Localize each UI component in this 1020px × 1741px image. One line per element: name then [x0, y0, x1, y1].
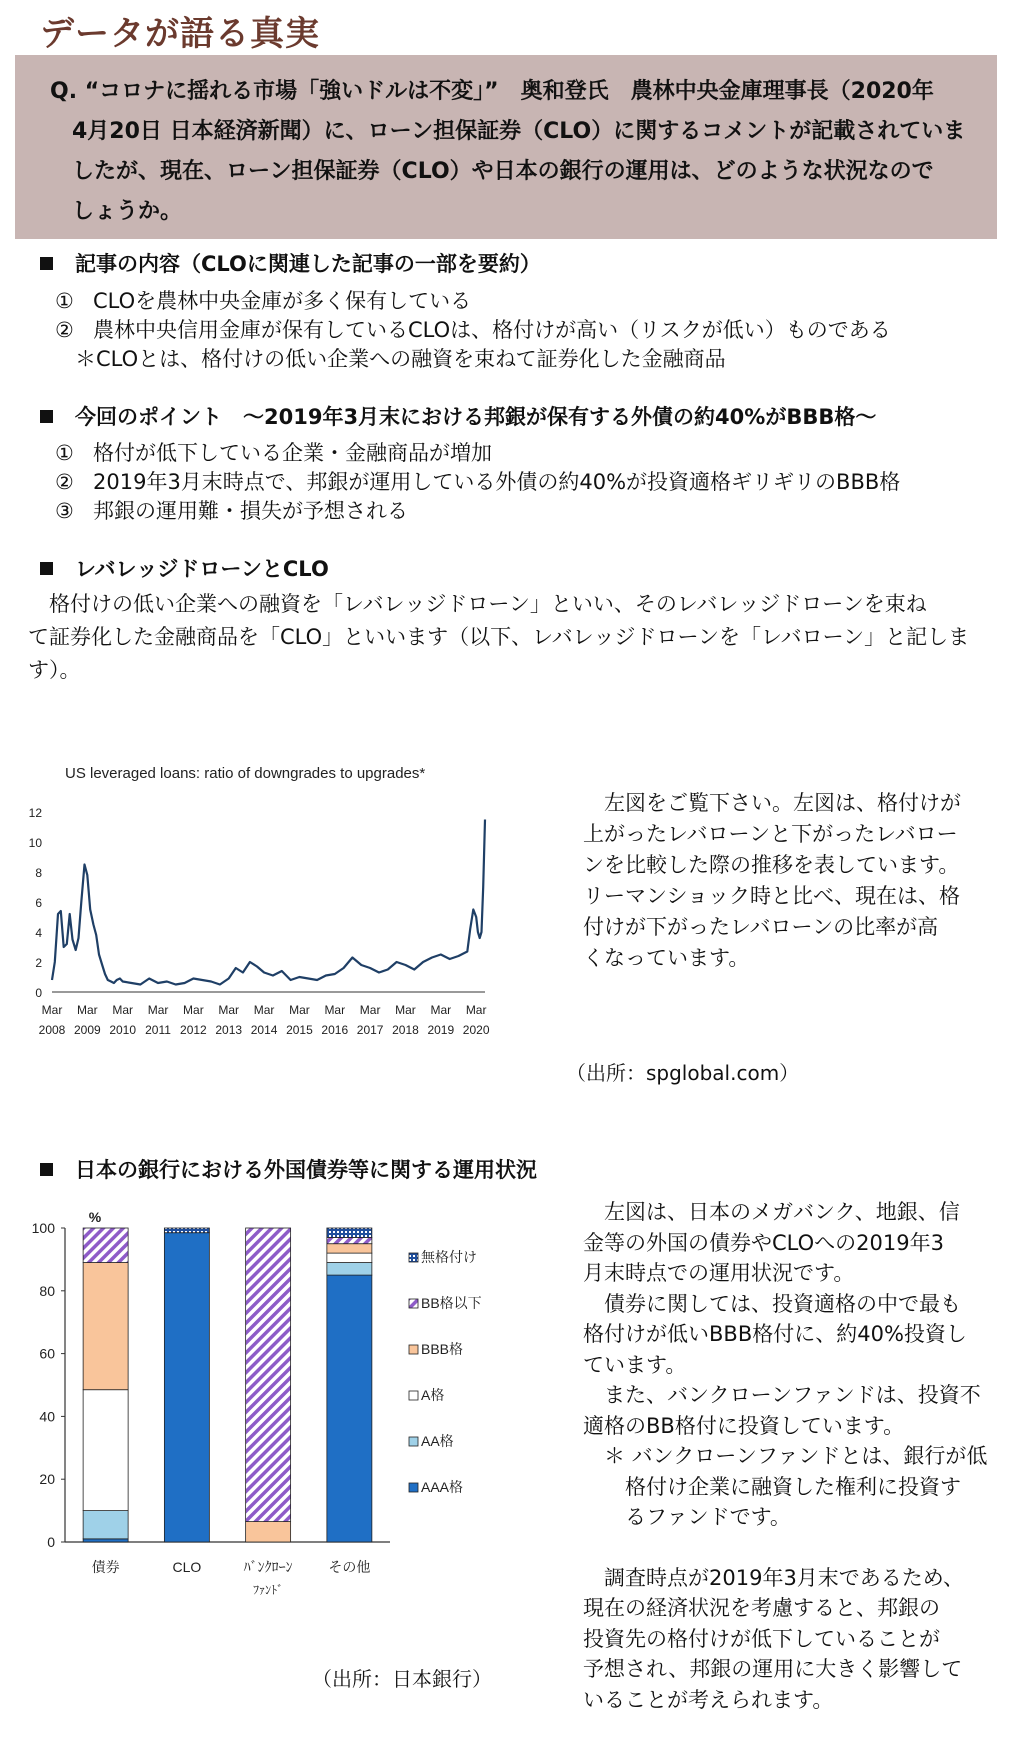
- list-number: ①: [55, 289, 74, 313]
- explanation-line: るファンドです。: [583, 1505, 791, 1529]
- x-tick-label: 2010: [109, 1023, 137, 1037]
- bar-segment: [246, 1228, 291, 1522]
- bar-segment: [83, 1539, 128, 1542]
- list-text: 邦銀の運用難・損失が予想される: [93, 499, 408, 523]
- explanation-line: [583, 1533, 1015, 1563]
- x-tick-label: その他: [328, 1559, 371, 1575]
- y-tick-label: 10: [28, 836, 42, 850]
- explanation-line: ンを比較した際の推移を表しています。: [583, 853, 960, 877]
- y-tick-label: 20: [39, 1471, 55, 1488]
- bar-segment: [327, 1237, 372, 1243]
- points-list: [55, 439, 900, 526]
- bar-chart-source: （出所：日本銀行）: [312, 1667, 492, 1691]
- y-tick-label: 0: [47, 1534, 55, 1550]
- page-title: データが語る真実: [40, 14, 320, 54]
- bar-segment: [83, 1390, 128, 1511]
- x-tick-label: Mar: [218, 1003, 240, 1017]
- list-text: 農林中央信用金庫が保有しているCLOは、格付けが高い（リスクが低い）ものである: [93, 318, 891, 342]
- legend-swatch: [409, 1253, 418, 1262]
- line-chart-explanation: [583, 788, 1013, 974]
- list-item: [55, 497, 900, 526]
- x-tick-label: ﾌｧﾝﾄﾞ: [253, 1583, 284, 1597]
- y-tick-label: 60: [39, 1345, 55, 1362]
- y-tick-label: 6: [35, 896, 42, 910]
- explanation-line: 左図は、日本のメガバンク、地銀、信: [583, 1200, 960, 1224]
- legend-swatch: [409, 1483, 418, 1492]
- bar-segment: [327, 1263, 372, 1276]
- bar-segment: [83, 1228, 128, 1263]
- x-tick-label: Mar: [253, 1003, 275, 1017]
- x-tick-label: Mar: [324, 1003, 346, 1017]
- x-tick-label: Mar: [112, 1003, 134, 1017]
- section-heading-text: 記事の内容（CLOに関連した記事の一部を要約）: [75, 252, 541, 276]
- explanation-line: 付けが下がったレバローンの比率が高: [583, 915, 939, 939]
- explanation-line: くなっています。: [583, 946, 750, 970]
- explanation-line: 債券に関しては、投資適格の中で最も: [583, 1291, 961, 1316]
- explanation-line: リーマンショック時と比べ、現在は、格: [583, 884, 961, 908]
- line-series: [52, 820, 485, 985]
- question-line: しょうか。: [50, 199, 183, 224]
- explanation-line: ています。: [583, 1352, 687, 1377]
- list-item: [55, 439, 900, 468]
- x-tick-label: Mar: [183, 1003, 204, 1017]
- list-text: CLOを農林中央金庫が多く保有している: [93, 289, 472, 313]
- y-tick-label: 2: [35, 956, 42, 970]
- x-tick-label: 2013: [215, 1023, 243, 1037]
- explanation-line: 現在の経済状況を考慮すると、邦銀の: [583, 1596, 940, 1620]
- article-list: [55, 287, 891, 374]
- section-heading-text: レバレッジドローンとCLO: [75, 557, 329, 581]
- x-tick-label: Mar: [359, 1003, 381, 1017]
- explanation-line: 金等の外国の債券やCLOへの2019年3: [583, 1230, 944, 1255]
- section-heading-text: 日本の銀行における外国債券等に関する運用状況: [75, 1158, 537, 1182]
- bar-chart-explanation: [583, 1197, 1015, 1715]
- question-line: Q. “コロナに揺れる市場「強いドルは不変」” 奥和登氏 農林中央金庫理事長（2020年: [50, 79, 934, 104]
- x-tick-label: 2015: [286, 1023, 313, 1037]
- bar-segment: [164, 1228, 209, 1233]
- x-tick-label: CLO: [172, 1559, 202, 1575]
- x-tick-label: ﾊﾞﾝｸﾛｰﾝ: [243, 1559, 293, 1575]
- list-note: ＊CLOとは、格付けの低い企業への融資を束ねて証券化した金融商品: [75, 347, 726, 371]
- leveraged-loan-paragraph: [28, 588, 1018, 687]
- legend-swatch: [409, 1345, 418, 1354]
- x-tick-label: 2014: [250, 1023, 278, 1037]
- list-number: ①: [55, 441, 74, 465]
- x-tick-label: Mar: [147, 1003, 169, 1017]
- explanation-line: 適格のBB格付に投資しています。: [583, 1413, 905, 1438]
- x-tick-label: 2011: [145, 1023, 171, 1037]
- y-tick-label: 80: [39, 1282, 55, 1299]
- explanation-line: 調査時点が2019年3月末であるため、: [583, 1565, 964, 1590]
- legend-label: 無格付け: [421, 1249, 477, 1265]
- x-tick-label: 2016: [321, 1023, 349, 1037]
- square-bullet-icon: [40, 410, 53, 423]
- paragraph-line: 格付けの低い企業への融資を「レバレッジドローン」といい、そのレバレッジドローンを束ね: [28, 592, 927, 616]
- y-tick-label: 40: [39, 1408, 55, 1425]
- y-tick-label: 0: [35, 986, 42, 1000]
- x-tick-label: 2018: [392, 1023, 419, 1037]
- square-bullet-icon: [40, 257, 53, 270]
- y-tick-label: 8: [35, 866, 42, 880]
- y-tick-label: 12: [28, 806, 42, 820]
- section-heading-leveraged-loan: [40, 553, 329, 583]
- list-item: [55, 468, 900, 497]
- line-chart: [20, 760, 555, 1095]
- legend-swatch: [409, 1437, 418, 1446]
- x-tick-label: 2012: [180, 1023, 207, 1037]
- bar-segment: [327, 1244, 372, 1253]
- section-heading-article: [40, 248, 541, 278]
- section-heading-text: 今回のポイント ～2019年3月末における邦銀が保有する外債の約40%がBBB格～: [75, 405, 877, 429]
- question-text: [50, 72, 980, 232]
- x-tick-label: Mar: [289, 1003, 310, 1017]
- square-bullet-icon: [40, 562, 53, 575]
- x-tick-label: 債券: [91, 1559, 120, 1575]
- legend-label: BBB格: [421, 1341, 464, 1357]
- bar-segment: [83, 1263, 128, 1390]
- bar-segment: [83, 1511, 128, 1539]
- list-text: 2019年3月末時点で、邦銀が運用している外債の約40%が投資適格ギリギリのBBB格: [93, 470, 901, 494]
- explanation-line: 投資先の格付けが低下していることが: [583, 1626, 940, 1651]
- legend-label: AA格: [421, 1433, 454, 1449]
- square-bullet-icon: [40, 1163, 53, 1176]
- list-number: ②: [55, 318, 74, 342]
- x-tick-label: Mar: [430, 1003, 452, 1017]
- explanation-line: 格付け企業に融資した権利に投資す: [583, 1474, 961, 1499]
- explanation-line: 月末時点での運用状況です。: [583, 1261, 855, 1285]
- explanation-line: 予想され、邦銀の運用に大きく影響して: [583, 1657, 963, 1681]
- list-number: ③: [55, 499, 74, 523]
- paragraph-line: て証券化した金融商品を「CLO」といいます（以下、レバレッジドローンを「レバローン」と記しま: [28, 625, 970, 649]
- question-line: 4月20日 日本経済新聞）に、ローン担保証券（CLO）に関するコメントが記載されていま: [50, 119, 966, 144]
- explanation-line: 左図をご覧下さい。左図は、格付けが: [583, 791, 961, 815]
- section-heading-points: [40, 401, 876, 431]
- y-tick-label: 4: [35, 926, 42, 940]
- question-line: したが、現在、ローン担保証券（CLO）や日本の銀行の運用は、どのような状況なので: [50, 159, 934, 184]
- explanation-line: いることが考えられます。: [583, 1687, 834, 1712]
- x-tick-label: Mar: [41, 1003, 63, 1017]
- list-text: 格付が低下している企業・金融商品が増加: [93, 441, 492, 465]
- x-tick-label: Mar: [77, 1003, 98, 1017]
- list-item: [55, 316, 891, 345]
- y-tick-label: 100: [31, 1220, 55, 1236]
- x-tick-label: Mar: [465, 1003, 487, 1017]
- legend-label: A格: [421, 1387, 445, 1403]
- explanation-line: 上がったレバローンと下がったレバロー: [583, 822, 958, 846]
- legend-label: AAA格: [421, 1479, 464, 1495]
- bar-segment: [164, 1233, 209, 1542]
- bar-segment: [327, 1275, 372, 1542]
- x-tick-label: 2009: [73, 1023, 101, 1037]
- paragraph-line: す）。: [28, 658, 81, 682]
- line-chart-source: （出所：spglobal.com）: [566, 1061, 800, 1085]
- y-axis-unit: %: [88, 1210, 102, 1225]
- stacked-bar-chart: [20, 1210, 570, 1670]
- x-tick-label: Mar: [395, 1003, 416, 1017]
- bar-segment: [327, 1228, 372, 1237]
- x-tick-label: 2019: [427, 1023, 455, 1037]
- section-heading-bank-status: [40, 1154, 537, 1184]
- legend-swatch: [409, 1391, 418, 1400]
- x-tick-label: 2017: [356, 1023, 384, 1037]
- explanation-line: また、バンクローンファンドは、投資不: [583, 1383, 981, 1407]
- bar-segment: [246, 1522, 291, 1542]
- chart-title: US leveraged loans: ratio of downgrades to upgrades*: [65, 765, 426, 782]
- list-item: [55, 287, 891, 316]
- bar-segment: [327, 1253, 372, 1262]
- list-number: ②: [55, 470, 74, 494]
- explanation-line: 格付けが低いBBB格付に、約40%投資し: [583, 1322, 967, 1346]
- x-tick-label: 2020: [462, 1023, 490, 1037]
- x-tick-label: 2008: [38, 1023, 66, 1037]
- legend-label: BB格以下: [421, 1295, 482, 1311]
- explanation-line: ＊ バンクローンファンドとは、銀行が低: [583, 1444, 988, 1468]
- legend-swatch: [409, 1299, 418, 1308]
